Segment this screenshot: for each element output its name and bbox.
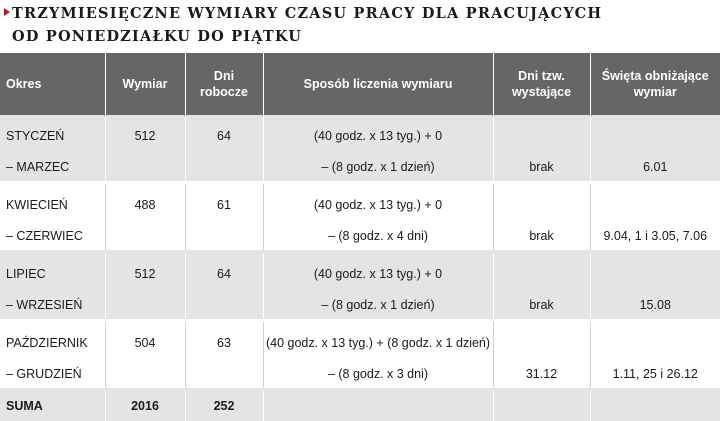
table-title bbox=[4, 2, 720, 48]
title-line-1: TRZYMIESIĘCZNE WYMIARY CZASU PRACY DLA PRACUJĄCYCH bbox=[12, 5, 602, 22]
sum-row bbox=[0, 390, 720, 421]
wystajace-value: brak bbox=[494, 160, 590, 174]
bullet-marker-icon bbox=[4, 8, 10, 16]
title-line-2: OD PONIEDZIAŁKU DO PIĄTKU bbox=[4, 25, 720, 48]
wystajace-value: 31.12 bbox=[494, 367, 590, 381]
okres-end: – WRZESIEŃ bbox=[0, 298, 105, 312]
sposob-line-1: (40 godz. x 13 tyg.) + (8 godz. x 1 dzień) bbox=[264, 336, 493, 350]
swieta-value: 1.11, 25 i 26.12 bbox=[591, 367, 720, 381]
sposob-line-2: – (8 godz. x 4 dni) bbox=[264, 229, 493, 243]
okres-start: STYCZEŃ bbox=[0, 129, 105, 143]
sposob-line-2: – (8 godz. x 3 dni) bbox=[264, 367, 493, 381]
header-wymiar: Wymiar bbox=[105, 53, 185, 115]
wymiar-value: 504 bbox=[106, 336, 185, 350]
wystajace-value: brak bbox=[494, 229, 590, 243]
wymiar-value: 512 bbox=[106, 129, 185, 143]
wymiar-value: 488 bbox=[106, 198, 185, 212]
table-row bbox=[0, 183, 720, 252]
dni-value: 63 bbox=[186, 336, 263, 350]
table-row bbox=[0, 321, 720, 390]
table-row bbox=[0, 252, 720, 321]
header-dni-robocze: Dni robocze bbox=[185, 53, 263, 115]
table-row bbox=[0, 115, 720, 183]
okres-end: – GRUDZIEŃ bbox=[0, 367, 105, 381]
sposob-line-2: – (8 godz. x 1 dzień) bbox=[264, 298, 493, 312]
sum-wymiar: 2016 bbox=[105, 390, 185, 421]
sposob-line-1: (40 godz. x 13 tyg.) + 0 bbox=[264, 198, 493, 212]
sum-label: SUMA bbox=[0, 390, 105, 421]
wystajace-value: brak bbox=[494, 298, 590, 312]
swieta-value: 6.01 bbox=[591, 160, 720, 174]
dni-value: 64 bbox=[186, 267, 263, 281]
header-dni-wystajace: Dni tzw. wystające bbox=[493, 53, 590, 115]
sposob-line-2: – (8 godz. x 1 dzień) bbox=[264, 160, 493, 174]
sposob-line-1: (40 godz. x 13 tyg.) + 0 bbox=[264, 129, 493, 143]
wymiar-value: 512 bbox=[106, 267, 185, 281]
sum-dni: 252 bbox=[185, 390, 263, 421]
dni-value: 61 bbox=[186, 198, 263, 212]
okres-start: PAŹDZIERNIK bbox=[0, 336, 105, 350]
swieta-value: 9.04, 1 i 3.05, 7.06 bbox=[591, 229, 720, 243]
header-swieta: Święta obniżające wymiar bbox=[590, 53, 720, 115]
swieta-value: 15.08 bbox=[591, 298, 720, 312]
okres-end: – MARZEC bbox=[0, 160, 105, 174]
okres-end: – CZERWIEC bbox=[0, 229, 105, 243]
dni-value: 64 bbox=[186, 129, 263, 143]
sposob-line-1: (40 godz. x 13 tyg.) + 0 bbox=[264, 267, 493, 281]
header-okres: Okres bbox=[0, 53, 105, 115]
header-row bbox=[0, 53, 720, 115]
header-sposob: Sposób liczenia wymiaru bbox=[263, 53, 493, 115]
okres-start: KWIECIEŃ bbox=[0, 198, 105, 212]
work-time-table bbox=[0, 53, 720, 421]
okres-start: LIPIEC bbox=[0, 267, 105, 281]
